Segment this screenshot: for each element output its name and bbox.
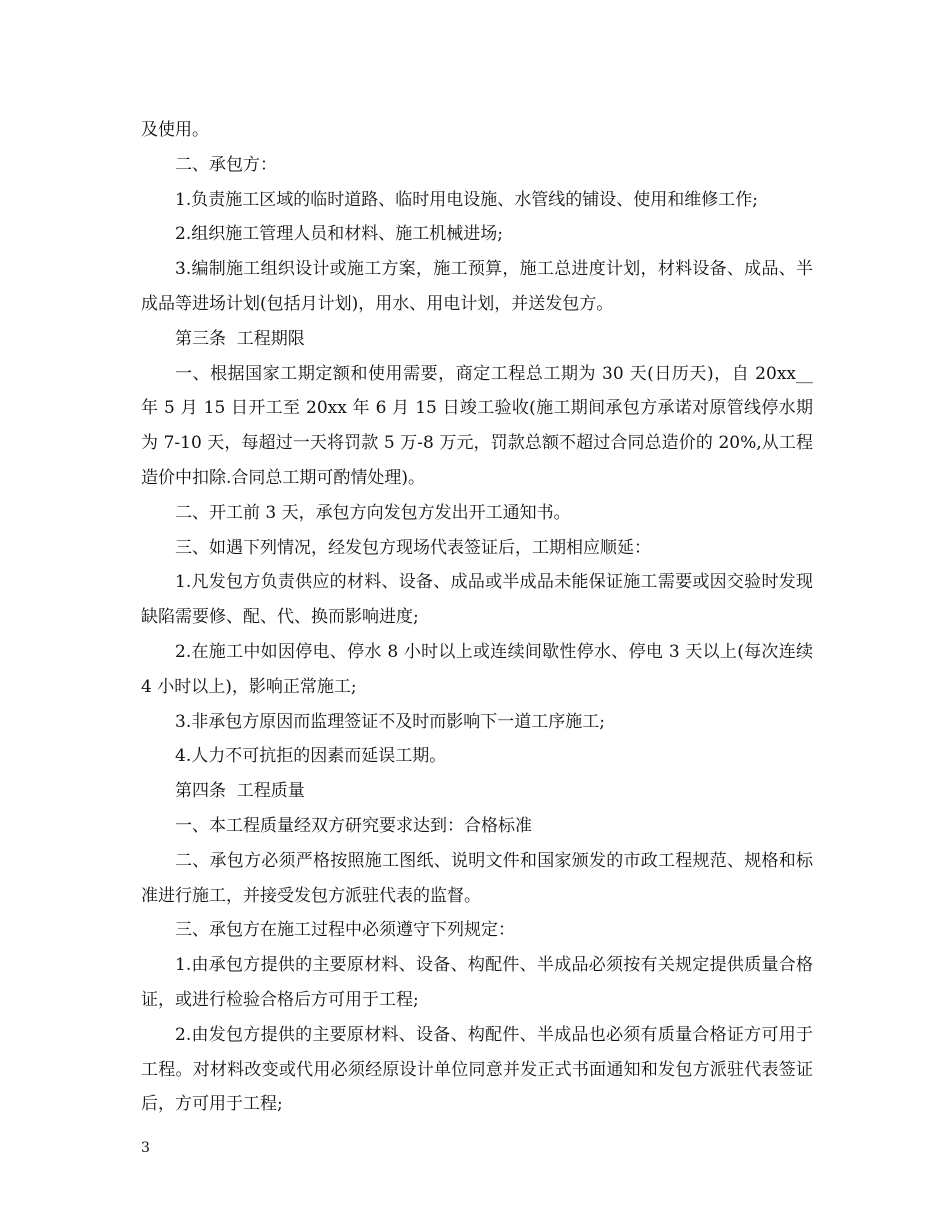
paragraph: 第三条 工程期限: [175, 328, 305, 349]
paragraph: 1.凡发包方负责供应的材料、设备、成品或半成品未能保证施工需要或因交验时发现缺陷需要修、配、代、换而影响进度;: [141, 572, 813, 628]
paragraph: 一、根据国家工期定额和使用需要，商定工程总工期为 30 天(日历天)，自 20xx__ 年 5 月 15 日开工至 20xx 年 6 月 15 日竣工验收(施工期间承包方承诺对原管线停水期为 7-10 天，每超过一天将罚款 5 万-8 万元，罚款总额不超过合同总造价的 20%,从工程造价中扣除.合同总工期可酌情处理)。: [141, 363, 824, 488]
page-number: 3: [141, 1140, 150, 1156]
paragraph: 二、承包方必须严格按照施工图纸、说明文件和国家颁发的市政工程规范、规格和标准进行施工，并接受发包方派驻代表的监督。: [141, 850, 813, 906]
paragraph: 4.人力不可抗拒的因素而延误工期。: [175, 746, 447, 767]
paragraph: 2.由发包方提供的主要原材料、设备、构配件、半成品也必须有质量合格证方可用于工程。对材料改变或代用必须经原设计单位同意并发正式书面通知和发包方派驻代表签证后，方可用于工程;: [141, 1024, 813, 1115]
paragraph: 3.编制施工组织设计或施工方案，施工预算，施工总进度计划，材料设备、成品、半成品等进场计划(包括月计划)，用水、用电计划，并送发包方。: [141, 259, 813, 314]
paragraph: 2.在施工中如因停电、停水 8 小时以上或连续间歇性停水、停电 3 天以上(每次连续 4 小时以上)，影响正常施工;: [141, 641, 819, 697]
paragraph: 1.负责施工区域的临时道路、临时用电设施、水管线的铺设、使用和维修工作;: [175, 189, 758, 210]
paragraph: 三、如遇下列情况，经发包方现场代表签证后，工期相应顺延：: [175, 537, 651, 558]
paragraph: 三、承包方在施工过程中必须遵守下列规定：: [175, 920, 515, 941]
paragraph: 二、开工前 3 天，承包方向发包方发出开工通知书。: [175, 502, 571, 523]
paragraph: 及使用。: [141, 120, 209, 140]
paragraph: 二、承包方：: [175, 154, 277, 175]
paragraph: 2.组织施工管理人员和材料、施工机械进场;: [175, 224, 503, 245]
paragraph: 一、本工程质量经双方研究要求达到：合格标准: [175, 815, 532, 836]
document-body: [141, 113, 824, 1122]
paragraph: 第四条 工程质量: [175, 781, 305, 802]
paragraph: 3.非承包方原因而监理签证不及时而影响下一道工序施工;: [175, 711, 605, 732]
paragraph: 1.由承包方提供的主要原材料、设备、构配件、半成品必须按有关规定提供质量合格证，或进行检验合格后方可用于工程;: [141, 955, 813, 1010]
